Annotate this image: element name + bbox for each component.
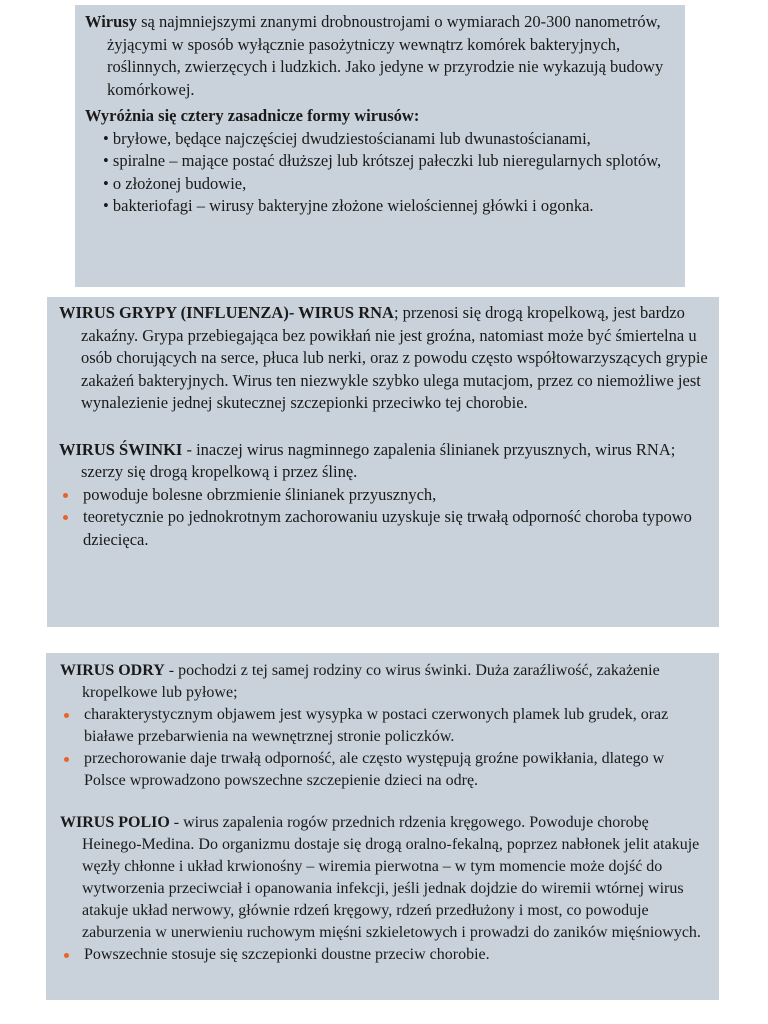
odra-list (60, 704, 709, 792)
forms-list (85, 128, 675, 218)
polio-point: Powszechnie stosuje się szczepionki doustne przeciw chorobie. (60, 944, 709, 966)
intro-term: Wirusy (85, 12, 137, 31)
bullet-icon (64, 953, 69, 958)
bullet-icon (63, 493, 68, 498)
odra-text: - pochodzi z tej samej rodziny co wirus świnki. Duża zaraźliwość, zakażenie kropelkowe lub pyłowe; (82, 662, 660, 701)
grypa-term: WIRUS GRYPY (INFLUENZA)- WIRUS RNA (59, 303, 394, 322)
odra-point: przechorowanie daje trwałą odporność, ale często występują groźne powikłania, dlatego w Polsce wprowadzono powszechne szczepienie dzieci na odrę. (60, 748, 709, 792)
form-item: • spiralne – mające postać dłuższej lub krótszej pałeczki lub nieregularnych splotów, (103, 151, 662, 170)
polio-term: WIRUS POLIO (60, 814, 170, 831)
bullet-icon (64, 757, 69, 762)
bullet-icon (63, 515, 68, 520)
swinka-list (59, 484, 709, 552)
intro-panel (75, 5, 685, 287)
swinka-point: teoretycznie po jednokrotnym zachorowaniu uzyskuje się trwałą odporność choroba typowo dziecięca. (59, 506, 709, 551)
form-item: • bryłowe, będące najczęściej dwudziestościanami lub dwunastościanami, (103, 128, 591, 148)
polio-list (60, 944, 709, 966)
odra-term: WIRUS ODRY (60, 662, 165, 679)
intro-text: są najmniejszymi znanymi drobnoustrojami o wymiarach 20-300 nanometrów, żyjącymi w sposób wyłącznie pasożytniczy wewnątrz komórek bakteryjnych, roślinnych, zwierzęcych i ludzkich. Jako jedyne w przyrodzie nie wykazują budowy komórkowej. (107, 12, 664, 99)
form-item: • bakteriofagi – wirusy bakteryjne złożone wielościennej główki i ogonka. (103, 196, 594, 215)
forms-heading: Wyróżnia się cztery zasadnicze formy wirusów: (85, 106, 420, 125)
grypa-swinka-panel (47, 297, 719, 627)
grypa-text: ; przenosi się drogą kropelkową, jest bardzo zakaźny. Grypa przebiegająca bez powikłań nie jest groźna, natomiast może być śmiertelna u osób chorujących na serce, płuca lub nerki, oraz z powodu często współtowarzyszących grypie zakażeń bakteryjnych. Wirus ten niezwykle szybko ulega mutacjom, przez co niemożliwe jest wynalezienie jednej skutecznej szczepionki przeciwko tej chorobie. (81, 303, 708, 412)
polio-text: - wirus zapalenia rogów przednich rdzenia kręgowego. Powoduje chorobę Heinego-Medina. Do organizmu dostaje się drogą oralno-fekalną, poprzez nabłonek jelit atakuje węzły chłonne i układ krwionośny – wiremia pierwotna – w tym momencie może dojść do wytworzenia przeciwciał i opanowania infekcji, jeśli jednak dojdzie do wiremii wtórnej wirus atakuje układ nerwowy, głównie rdzeń kręgowy, rdzeń przedłużony i most, co powoduje zaburzenia w unerwieniu ruchowym mięśni szkieletowych i prowadzi do zaników mięśniowych. (82, 814, 701, 941)
odra-polio-panel (46, 653, 719, 1000)
form-item: • o złożonej budowie, (103, 173, 247, 193)
polio-paragraph (60, 812, 709, 944)
odra-paragraph (60, 660, 709, 704)
swinka-term: WIRUS ŚWINKI (59, 439, 183, 459)
bullet-icon (64, 713, 69, 718)
swinka-paragraph (59, 439, 709, 484)
swinka-text: - inaczej wirus nagminnego zapalenia ślinianek przyusznych, wirus RNA; szerzy się drogą kropelkową i przez ślinę. (81, 439, 676, 481)
odra-point: charakterystycznym objawem jest wysypka w postaci czerwonych plamek lub grudek, oraz białawe przebarwienia na wewnętrznej stronie policzków. (60, 704, 709, 748)
intro-paragraph (85, 11, 675, 101)
swinka-point: powoduje bolesne obrzmienie ślinianek przyusznych, (59, 484, 709, 507)
grypa-paragraph (59, 302, 709, 415)
